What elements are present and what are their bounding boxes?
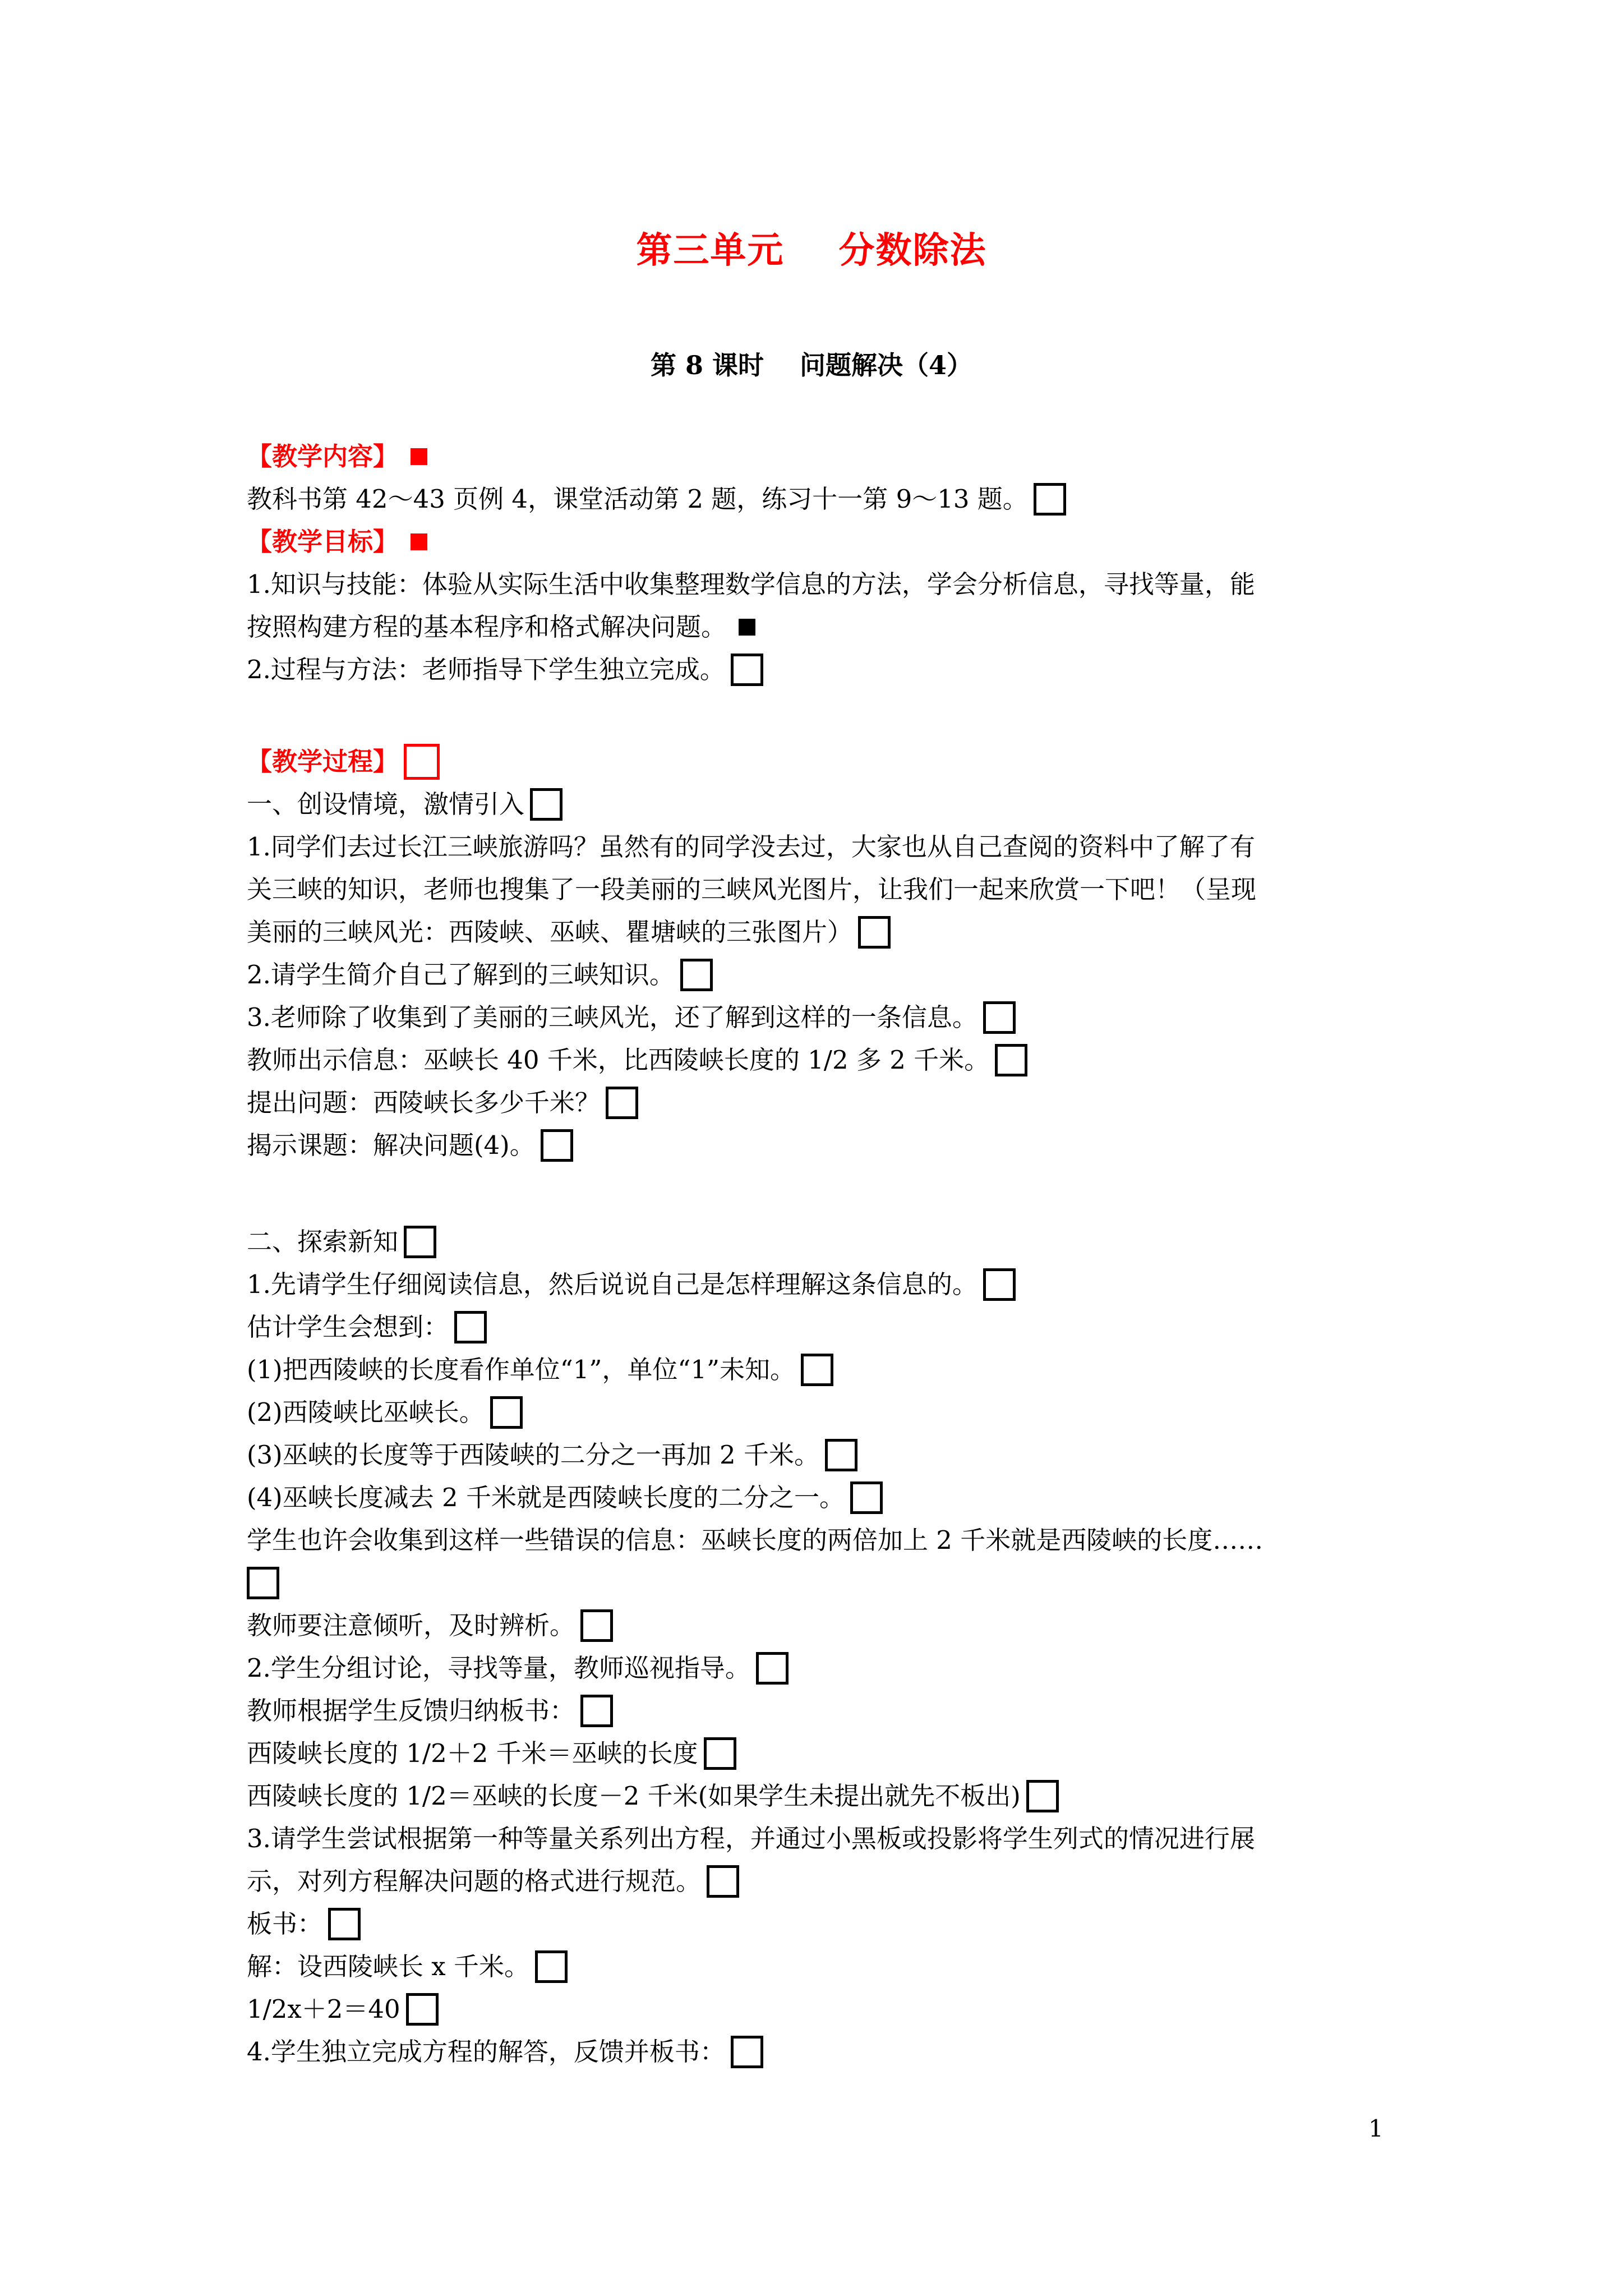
empty-checkbox-icon [731, 2036, 763, 2068]
text-line: 西陵峡长度的 1/2＋2 千米＝巫峡的长度 [247, 1732, 1391, 1775]
text-line: 板书： [247, 1903, 1391, 1945]
text-line: (1)把西陵峡的长度看作单位“1”，单位“1”未知。 [247, 1349, 1391, 1391]
empty-checkbox-icon [707, 1865, 739, 1898]
empty-checkbox-icon [850, 1481, 883, 1514]
black-square-marker-icon [739, 619, 755, 636]
empty-checkbox-icon [731, 654, 763, 686]
text-line: 解：设西陵峡长 x 千米。 [247, 1945, 1391, 1988]
text-line: 提出问题：西陵峡长多少千米？ [247, 1082, 1391, 1124]
text-line: 揭示课题：解决问题(4)。 [247, 1124, 1391, 1167]
text-line: 2.过程与方法：老师指导下学生独立完成。 [247, 648, 1391, 691]
text-line: 美丽的三峡风光：西陵峡、巫峡、瞿塘峡的三张图片） [247, 911, 1391, 954]
checkbox-line [247, 1562, 1391, 1604]
empty-checkbox-icon [983, 1001, 1016, 1034]
text-line: 2.请学生简介自己了解到的三峡知识。 [247, 954, 1391, 996]
text-line: 一、创设情境，激情引入 [247, 783, 1391, 826]
empty-checkbox-icon [1026, 1780, 1059, 1812]
empty-checkbox-icon [801, 1354, 833, 1386]
empty-checkbox-icon [995, 1044, 1027, 1076]
unit-title: 第三单元 分数除法 [636, 229, 987, 272]
text-line: 教科书第 42～43 页例 4，课堂活动第 2 题，练习十一第 9～13 题。 [247, 478, 1391, 521]
text-line: 3.老师除了收集到了美丽的三峡风光，还了解到这样的一条信息。 [247, 996, 1391, 1039]
empty-checkbox-icon [490, 1396, 523, 1429]
red-empty-box-icon [404, 744, 440, 780]
empty-checkbox-icon [704, 1737, 736, 1770]
section-heading-content: 【教学内容】 [247, 435, 1391, 478]
text-line: 二、探索新知 [247, 1221, 1391, 1263]
empty-checkbox-icon [530, 788, 562, 821]
text-line: 教师要注意倾听，及时辨析。 [247, 1604, 1391, 1647]
text-line: 1/2x＋2＝40 [247, 1988, 1391, 2031]
text-line: 1.知识与技能：体验从实际生活中收集整理数学信息的方法，学会分析信息，寻找等量，能 [247, 569, 1255, 599]
lesson-subtitle: 第 8 课时 问题解决（4） [650, 350, 973, 380]
text-line: 3.请学生尝试根据第一种等量关系列出方程，并通过小黑板或投影将学生列式的情况进行展 [247, 1824, 1255, 1853]
text-line: 1.先请学生仔细阅读信息，然后说说自己是怎样理解这条信息的。 [247, 1263, 1391, 1306]
empty-checkbox-icon [858, 916, 891, 949]
red-square-marker-icon [411, 448, 427, 465]
text-line: 教师出示信息：巫峡长 40 千米，比西陵峡长度的 1/2 多 2 千米。 [247, 1039, 1391, 1082]
text-line: 教师根据学生反馈归纳板书： [247, 1690, 1391, 1732]
empty-checkbox-icon [825, 1439, 857, 1471]
text-line: 4.学生独立完成方程的解答，反馈并板书： [247, 2031, 1391, 2073]
page-number: 1 [1368, 2115, 1384, 2142]
text-line: (4)巫峡长度减去 2 千米就是西陵峡长度的二分之一。 [247, 1476, 1391, 1519]
empty-checkbox-icon [756, 1652, 789, 1685]
empty-checkbox-icon [247, 1567, 279, 1599]
text-line: (3)巫峡的长度等于西陵峡的二分之一再加 2 千米。 [247, 1434, 1391, 1476]
section-heading-process: 【教学过程】 [247, 740, 1391, 783]
text-line: 1.同学们去过长江三峡旅游吗？虽然有的同学没去过，大家也从自己查阅的资料中了解了有 [247, 832, 1255, 862]
text-line: 西陵峡长度的 1/2＝巫峡的长度－2 千米(如果学生未提出就先不板出) [247, 1775, 1391, 1818]
text-line: 2.学生分组讨论，寻找等量，教师巡视指导。 [247, 1647, 1391, 1690]
red-square-marker-icon [411, 533, 427, 550]
empty-checkbox-icon [580, 1609, 613, 1642]
empty-checkbox-icon [328, 1908, 361, 1940]
empty-checkbox-icon [541, 1129, 573, 1162]
empty-checkbox-icon [1034, 483, 1066, 516]
empty-checkbox-icon [535, 1950, 568, 1983]
empty-checkbox-icon [406, 1993, 439, 2026]
text-line: 学生也许会收集到这样一些错误的信息：巫峡长度的两倍加上 2 千米就是西陵峡的长度…… [247, 1525, 1264, 1555]
empty-checkbox-icon [606, 1087, 638, 1119]
empty-checkbox-icon [983, 1268, 1016, 1301]
text-line: 关三峡的知识，老师也搜集了一段美丽的三峡风光图片，让我们一起来欣赏一下吧！（呈现 [247, 875, 1257, 904]
text-line: 示，对列方程解决问题的格式进行规范。 [247, 1860, 1391, 1903]
empty-checkbox-icon [580, 1695, 613, 1727]
empty-checkbox-icon [404, 1226, 436, 1258]
text-line: 按照构建方程的基本程序和格式解决问题。 [247, 606, 1391, 648]
section-heading-goals: 【教学目标】 [247, 521, 1391, 563]
empty-checkbox-icon [454, 1311, 487, 1343]
empty-checkbox-icon [680, 959, 713, 991]
text-line: (2)西陵峡比巫峡长。 [247, 1391, 1391, 1434]
text-line: 估计学生会想到： [247, 1306, 1391, 1349]
